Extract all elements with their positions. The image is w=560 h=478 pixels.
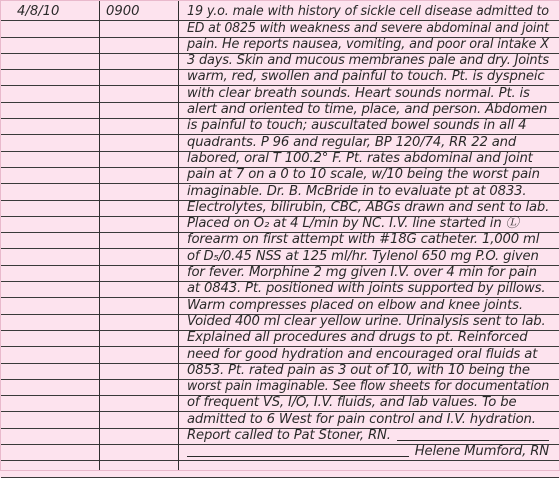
entry-date: 4/8/10 — [17, 4, 60, 20]
note-row — [1, 461, 559, 477]
note-row — [1, 168, 559, 184]
note-line: for fever. Morphine 2 mg given I.V. over 4 min for pain — [187, 265, 537, 281]
note-line: worst pain imaginable. See flow sheets for documentation — [187, 379, 550, 395]
note-row — [1, 152, 559, 168]
note-line: need for good hydration and encouraged oral fluids at — [187, 346, 538, 362]
note-line: ED at 0825 with weakness and severe abdominal and joint — [187, 20, 549, 36]
note-line: of frequent VS, I/O, I.V. fluids, and lab values. To be — [187, 395, 517, 411]
note-row — [1, 445, 559, 461]
note-row — [1, 233, 559, 249]
note-line: 0853. Pt. rated pain as 3 out of 10, with 10 being the — [187, 362, 530, 378]
note-line: 19 y.o. male with history of sickle cell disease admitted to — [187, 4, 549, 20]
line-fill — [397, 440, 549, 441]
note-line: pain. He reports nausea, vomiting, and poor oral intake X — [187, 36, 549, 52]
note-line: forearm on first attempt with #18G catheter. 1,000 ml — [187, 232, 540, 248]
note-row — [1, 380, 559, 396]
note-line: 3 days. Skin and mucous membranes pale and dry. Joints — [187, 53, 549, 69]
note-row — [1, 266, 559, 282]
note-row — [1, 5, 559, 21]
note-row — [1, 217, 559, 233]
entry-time: 0900 — [106, 4, 140, 20]
note-row — [1, 364, 559, 380]
time-note-divider — [178, 1, 179, 470]
note-line: at 0843. Pt. positioned with joints supported by pillows. — [187, 281, 546, 297]
ruled-lines — [1, 5, 559, 478]
note-line: Report called to Pat Stoner, RN. — [187, 428, 391, 444]
signature-line — [187, 456, 409, 457]
note-line: is painful to touch; auscultated bowel sounds in all 4 — [187, 118, 527, 134]
note-line: Electrolytes, bilirubin, CBC, ABGs drawn and sent to lab. — [187, 199, 550, 215]
note-row — [1, 119, 559, 135]
note-row — [1, 54, 559, 70]
note-line: Voided 400 ml clear yellow urine. Urinalysis sent to lab. — [187, 313, 546, 329]
note-row — [1, 21, 559, 37]
note-line: admitted to 6 West for pain control and I.V. hydration. — [187, 411, 536, 427]
note-row — [1, 347, 559, 363]
note-row — [1, 249, 559, 265]
note-row — [1, 38, 559, 54]
note-line: of D₅/0.45 NSS at 125 ml/hr. Tylenol 650 mg P.O. given — [187, 248, 539, 264]
note-row — [1, 282, 559, 298]
note-line: with clear breath sounds. Heart sounds normal. Pt. is — [187, 85, 530, 101]
note-row — [1, 315, 559, 331]
date-time-divider — [99, 1, 100, 470]
note-row — [1, 396, 559, 412]
note-row — [1, 184, 559, 200]
note-row — [1, 86, 559, 102]
nurse-signature: Helene Mumford, RN — [414, 444, 549, 460]
note-line: imaginable. Dr. B. McBride in to evaluate pt at 0833. — [187, 183, 527, 199]
note-line: pain at 7 on a 0 to 10 scale, w/10 being the worst pain — [187, 167, 540, 183]
note-row — [1, 103, 559, 119]
note-line: Placed on O₂ at 4 L/min by NC. I.V. line started in Ⓛ — [187, 216, 519, 232]
note-row — [1, 429, 559, 445]
note-row — [1, 412, 559, 428]
note-line: labored, oral T 100.2° F. Pt. rates abdominal and joint — [187, 150, 533, 166]
note-line: warm, red, swollen and painful to touch. Pt. is dyspneic — [187, 69, 545, 85]
note-row — [1, 331, 559, 347]
note-line: Warm compresses placed on elbow and knee joints. — [187, 297, 523, 313]
note-row — [1, 70, 559, 86]
note-row — [1, 135, 559, 151]
note-line: Explained all procedures and drugs to pt. Reinforced — [187, 330, 528, 346]
note-line: quadrants. P 96 and regular, BP 120/74, RR 22 and — [187, 134, 517, 150]
note-line: alert and oriented to time, place, and person. Abdomen — [187, 102, 548, 118]
note-row — [1, 298, 559, 314]
note-row — [1, 201, 559, 217]
